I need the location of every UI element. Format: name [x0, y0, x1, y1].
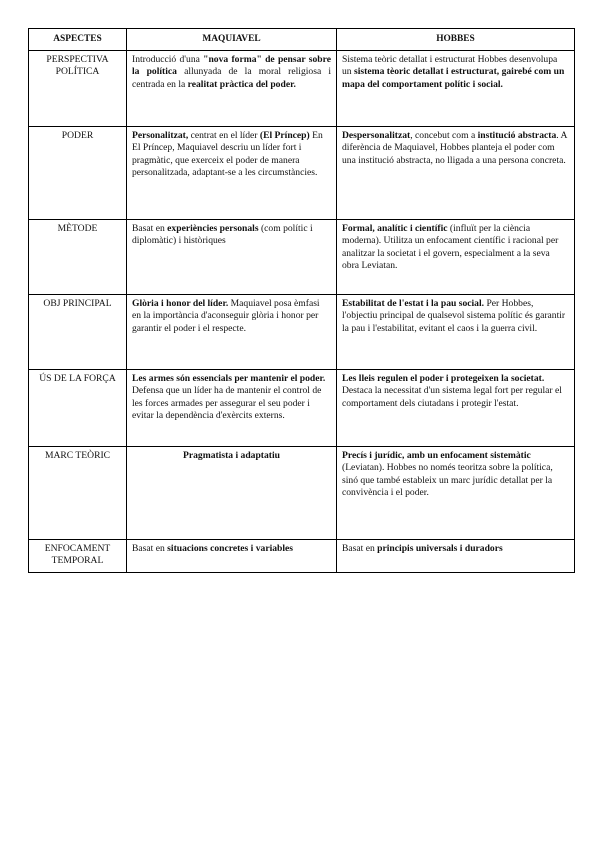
table-row	[29, 447, 575, 540]
hobbes-cell	[337, 295, 575, 370]
bold-text-run: Glòria i honor del líder.	[132, 298, 229, 309]
text-run: (com polític i diplomàtic) i històriques	[132, 223, 313, 247]
aspect-cell: ÚS DE LA FORÇA	[29, 370, 127, 447]
bold-text-run: sistema tèoric detallat i estructurat, gairebé com un mapa del comportament polític i social.	[342, 66, 565, 90]
bold-text-run: experiències personals	[167, 223, 259, 234]
hobbes-cell	[337, 540, 575, 573]
aspect-cell: PERSPECTIVA POLÍTICA	[29, 51, 127, 127]
bold-text-run: Les lleis regulen el poder i protegeixen la societat.	[342, 373, 545, 384]
bold-text-run: Despersonalitzat	[342, 130, 411, 141]
table-row	[29, 220, 575, 295]
bold-text-run: Estabilitat de l'estat i la pau social.	[342, 298, 485, 309]
bold-text-run: Pragmatista i adaptatiu	[182, 450, 280, 461]
hobbes-cell	[337, 51, 575, 127]
aspect-cell: ENFOCAMENT TEMPORAL	[29, 540, 127, 573]
header-aspectes: ASPECTES	[29, 29, 127, 51]
maquiavel-cell	[127, 220, 337, 295]
text-run: (influït per la ciència moderna). Utilitza un enfocament científic i racional per analitzar la societat i el govern, especialment a la seva obra Leviatan.	[342, 223, 559, 272]
text-run: Maquiavel posa èmfasi en la importància d'aconseguir glòria i honor per garantir el poder i el respecte.	[132, 298, 320, 334]
text-run: Defensa que un líder ha de mantenir el control de les forces armades per assegurar el seu poder i evitar la dependència d'exèrcits externs.	[132, 385, 322, 422]
bold-text-run: institució abstracta	[477, 130, 557, 141]
bold-text-run: Precís i jurídic, amb un enfocament sistemàtic	[342, 450, 531, 461]
header-hobbes: HOBBES	[337, 29, 575, 51]
table-row	[29, 295, 575, 370]
hobbes-cell	[337, 370, 575, 447]
text-run: Per Hobbes, l'objectiu principal de qualsevol sistema polític és garantir la pau i l'estabilitat, evitant el caos i la guerra civil.	[342, 298, 566, 334]
bold-text-run: Les armes són essencials per mantenir el poder.	[132, 373, 326, 384]
maquiavel-cell	[127, 51, 337, 127]
text-run: Basat en	[342, 543, 378, 554]
table-row	[29, 370, 575, 447]
table-row	[29, 127, 575, 220]
maquiavel-cell	[127, 447, 337, 540]
text-run: Basat en	[132, 543, 168, 554]
table-header-row	[29, 29, 575, 51]
text-run: (Leviatan). Hobbes no només teoritza sobre la política, sinó que també estableix un marc jurídic detallat per la convivència i el poder.	[342, 462, 553, 499]
bold-text-run: (El Príncep)	[259, 130, 310, 141]
table-row	[29, 51, 575, 127]
aspect-cell: MARC TEÒRIC	[29, 447, 127, 540]
maquiavel-cell	[127, 127, 337, 220]
text-run: Sistema teòric detallat i estructurat Hobbes desenvolupa un	[342, 54, 558, 78]
hobbes-cell	[337, 127, 575, 220]
text-run: Destaca la necessitat d'un sistema legal fort per regular el comportament dels ciutadans i protegir l'estat.	[342, 385, 562, 409]
text-run: allunyada de la moral religiosa i centrada en la	[132, 66, 331, 90]
comparison-table	[28, 28, 575, 573]
text-run: Introducció d'una	[132, 54, 204, 65]
aspect-cell: OBJ PRINCIPAL	[29, 295, 127, 370]
bold-text-run: principis universals i duradors	[377, 543, 503, 554]
text-run: , concebut com a	[410, 130, 478, 141]
bold-text-run: situacions concretes i variables	[167, 543, 294, 554]
aspect-cell: PODER	[29, 127, 127, 220]
text-run: Basat en	[132, 223, 168, 234]
text-run: . A diferència de Maquiavel, Hobbes planteja el poder com una institució abstracta, no lligada a una persona concreta.	[342, 130, 567, 166]
hobbes-cell	[337, 447, 575, 540]
bold-text-run: Formal, analític i científic	[342, 223, 448, 234]
maquiavel-cell	[127, 370, 337, 447]
maquiavel-cell	[127, 540, 337, 573]
text-run: centrat en el líder	[188, 130, 260, 141]
bold-text-run: Personalitzat,	[132, 130, 189, 141]
aspect-cell: MÈTODE	[29, 220, 127, 295]
bold-text-run: realitat pràctica del poder.	[187, 78, 296, 90]
table-row	[29, 540, 575, 573]
text-run: En El Príncep, Maquiavel descriu un líder fort i pragmàtic, que exerceix el poder de manera personalitzada, adaptant-se a les circumstàncies.	[132, 130, 323, 179]
maquiavel-cell	[127, 295, 337, 370]
hobbes-cell	[337, 220, 575, 295]
header-maquiavel: MAQUIAVEL	[127, 29, 337, 51]
bold-text-run: "nova forma" de pensar sobre la política	[132, 54, 331, 78]
